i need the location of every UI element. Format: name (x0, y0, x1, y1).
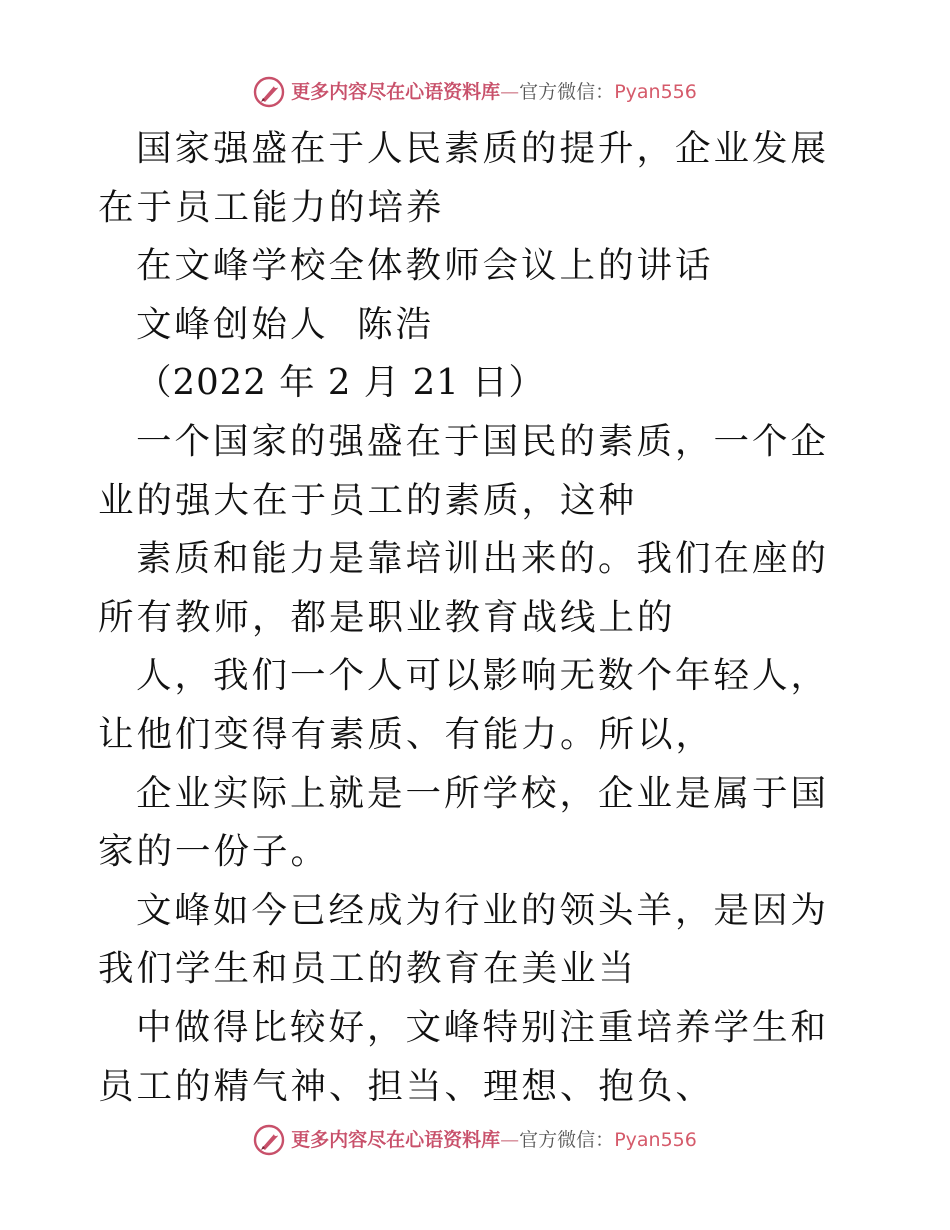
body-paragraph: 素质和能力是靠培训出来的。我们在座的所有教师，都是职业教育战线上的 (98, 538, 830, 638)
document-title: 国家强盛在于人民素质的提升，企业发展在于员工能力的培养 (98, 128, 830, 228)
document-date: （2022 年 2 月 21 日） (136, 362, 546, 404)
body-paragraph: 文峰如今已经成为行业的领头羊，是因为我们学生和员工的教育在美业当 (98, 889, 830, 990)
banner-main-text: 更多内容尽在心语资料库 (291, 80, 501, 103)
banner-wechat-label: 官方微信： (519, 80, 615, 103)
quill-pen-seal-icon (253, 76, 285, 108)
quill-pen-seal-icon (253, 1124, 285, 1156)
banner-wechat-id: Pyan556 (614, 80, 697, 103)
body-paragraph: 中做得比较好，文峰特别注重培养学生和员工的精气神、担当、理想、抱负、 (98, 1006, 830, 1107)
footer-watermark-banner (0, 1120, 950, 1160)
banner-text (291, 80, 697, 103)
header-watermark-banner (0, 72, 950, 112)
banner-main-text: 更多内容尽在心语资料库 (291, 1128, 501, 1151)
banner-text (291, 1128, 697, 1151)
document-author: 文峰创始人 陈浩 (136, 303, 435, 345)
banner-separator: — (500, 80, 520, 103)
banner-wechat-id: Pyan556 (614, 1128, 697, 1151)
body-paragraph: 人，我们一个人可以影响无数个年轻人，让他们变得有素质、有能力。所以， (98, 655, 830, 755)
banner-wechat-label: 官方微信： (519, 1128, 615, 1151)
document-body (98, 120, 858, 1116)
banner-separator: — (500, 1128, 520, 1151)
body-paragraph: 一个国家的强盛在于国民的素质，一个企业的强大在于员工的素质，这种 (98, 420, 830, 521)
document-subtitle: 在文峰学校全体教师会议上的讲话 (136, 245, 714, 287)
body-paragraph: 企业实际上就是一所学校，企业是属于国家的一份子。 (98, 772, 830, 873)
